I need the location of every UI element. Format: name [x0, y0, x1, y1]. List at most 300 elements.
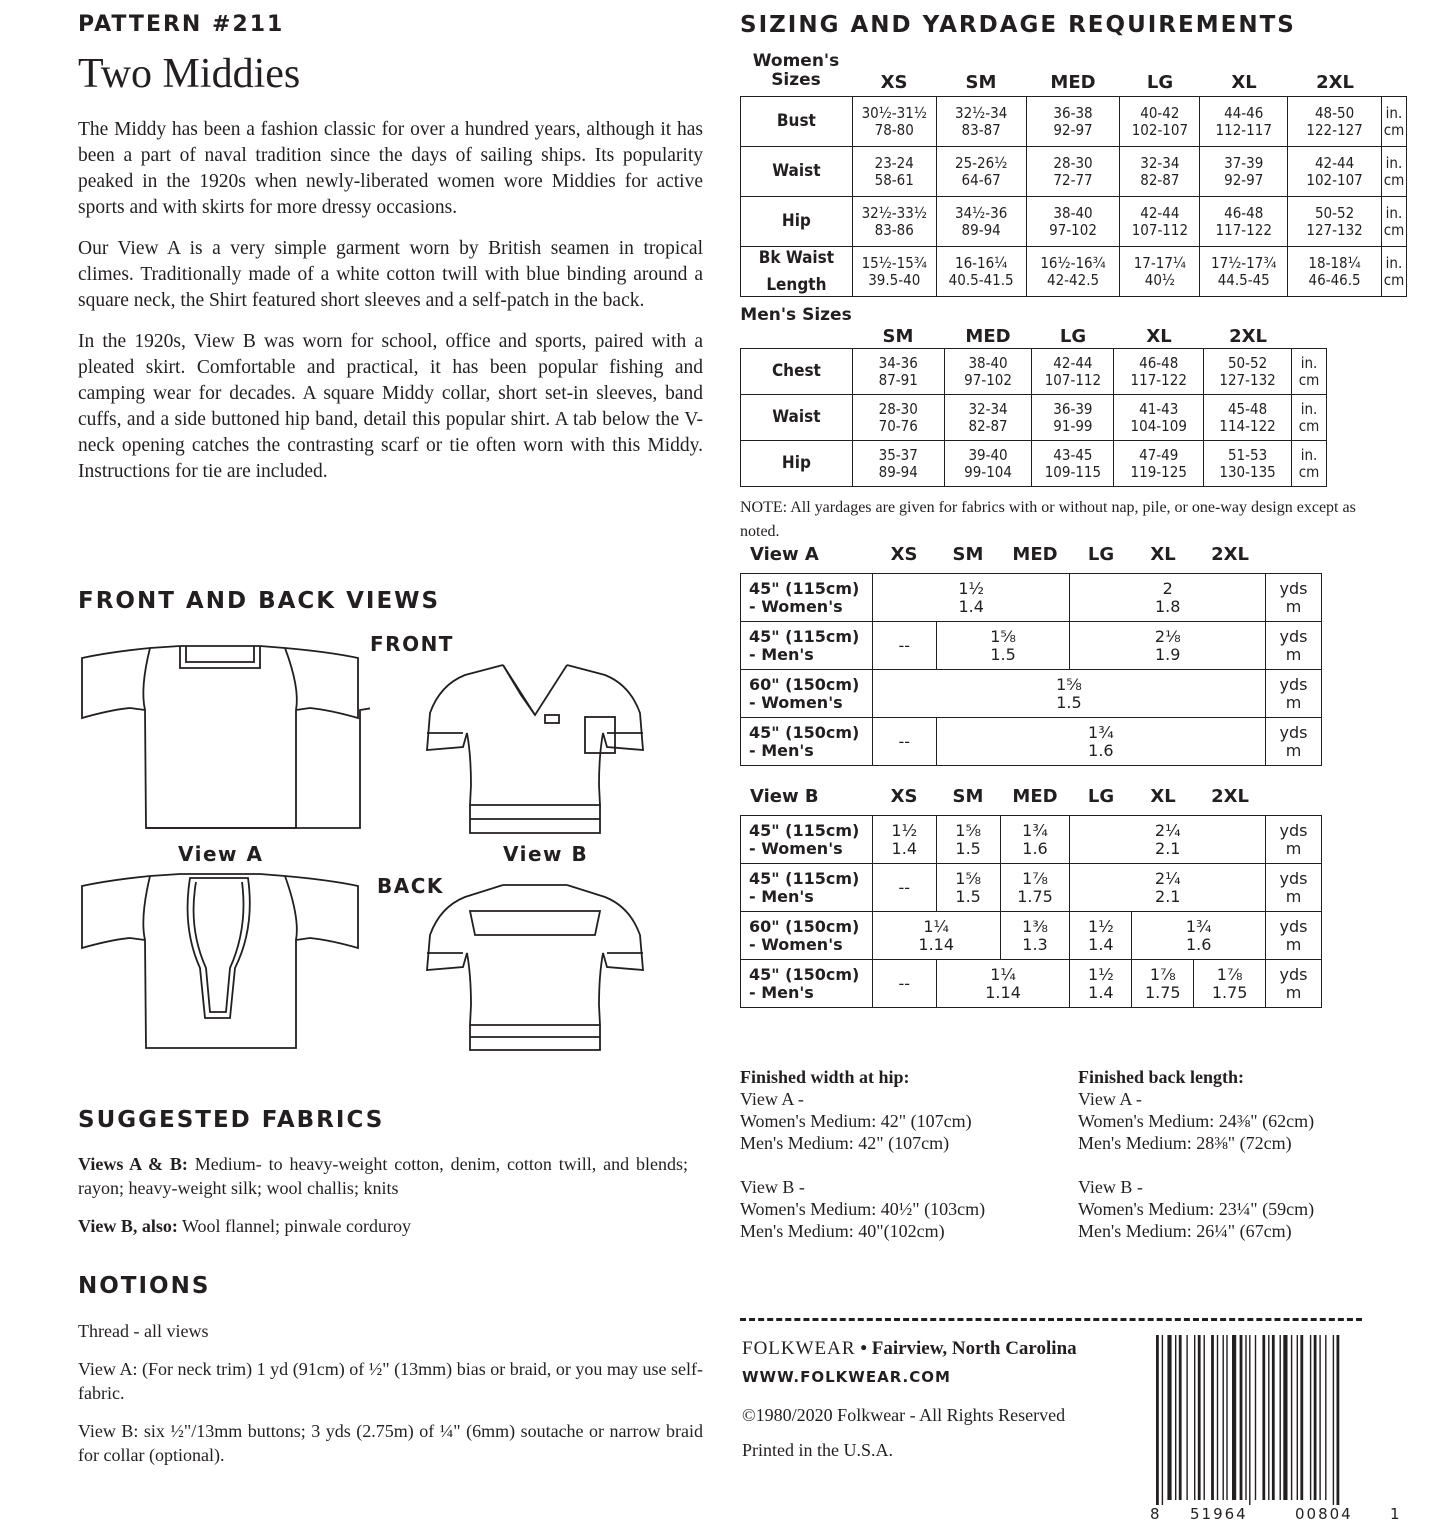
- publisher-brand: FOLKWEAR: [742, 1338, 856, 1359]
- finished-hip-block: [740, 1066, 1060, 1242]
- size-cell: [852, 441, 944, 487]
- finished-line: View B -: [1078, 1177, 1143, 1197]
- yardage-row: [741, 960, 1322, 1008]
- fabric-width: 45" (150cm): [749, 964, 860, 984]
- yardage-cell: --: [872, 960, 936, 1008]
- inch-value: 25-26½: [955, 153, 1008, 172]
- barcode-bar: [1179, 1335, 1182, 1500]
- yardage-cell: [872, 912, 1000, 960]
- barcode-bar: [1156, 1335, 1159, 1505]
- unit-cm: cm: [1383, 120, 1405, 139]
- barcode-bar: [1319, 1335, 1320, 1500]
- unit-in: in.: [1385, 153, 1403, 172]
- front-label: FRONT: [370, 632, 454, 656]
- cm-value: 39.5-40: [868, 270, 921, 289]
- meters-value: 1.6: [1185, 934, 1212, 954]
- size-cell: [1200, 247, 1288, 297]
- cm-value: 82-87: [1140, 170, 1180, 189]
- pattern-number: PATTERN #211: [78, 12, 285, 37]
- inch-value: 34½-36: [955, 203, 1008, 222]
- size-cell: [1288, 147, 1382, 197]
- unit-cell: [1266, 912, 1322, 960]
- meters-value: 1.9: [1155, 644, 1181, 664]
- cm-value: 89-94: [878, 462, 918, 481]
- view-b-front-illustration: [425, 655, 645, 840]
- size-row: [741, 441, 1327, 487]
- fabric-label: [741, 864, 873, 912]
- yards-value: 1⅝: [990, 626, 1016, 646]
- inch-value: 42-44: [1053, 353, 1093, 372]
- meters-value: 1.75: [1017, 886, 1053, 906]
- fabric-label: [741, 816, 873, 864]
- unit-in: in.: [1300, 399, 1318, 418]
- size-label: MED: [1012, 544, 1058, 565]
- size-label: XL: [1150, 786, 1176, 807]
- yardage-cell: [1000, 912, 1070, 960]
- fabric-label: [741, 718, 873, 766]
- meters-value: 1.6: [1088, 740, 1114, 760]
- size-cell: [1114, 441, 1204, 487]
- yardage-cell: [1070, 864, 1266, 912]
- copyright: ©1980/2020 Folkwear - All Rights Reserved: [742, 1405, 1066, 1425]
- finished-hip-heading: Finished width at hip:: [740, 1067, 910, 1087]
- size-label: SM: [952, 544, 984, 565]
- size-row: [741, 247, 1407, 297]
- barcode-digits: 51964: [1190, 1505, 1248, 1523]
- cm-value: 83-86: [874, 220, 914, 239]
- inch-value: 28-30: [878, 399, 918, 418]
- cm-value: 130-135: [1219, 462, 1276, 481]
- fabrics-text: [78, 1152, 688, 1252]
- inch-value: 48-50: [1314, 103, 1355, 122]
- barcode-bar: [1223, 1335, 1224, 1500]
- size-cell: [1120, 247, 1200, 297]
- mens-sizes-label: Men's Sizes: [740, 305, 852, 325]
- meters-value: 1.3: [1022, 934, 1048, 954]
- row-label: Bust: [741, 97, 853, 147]
- yards-value: 2: [1162, 578, 1173, 598]
- size-label: XL: [1150, 544, 1176, 565]
- barcode-bar: [1297, 1335, 1298, 1500]
- fabrics-b-text: Wool flannel; pinwale corduroy: [177, 1216, 411, 1236]
- unit-cell: [1381, 97, 1406, 147]
- yardage-cell: [1070, 816, 1266, 864]
- page-title: Two Middies: [78, 51, 301, 97]
- yards-value: 1⅝: [1056, 674, 1082, 694]
- unit-yds: yds: [1279, 626, 1308, 646]
- barcode-bar: [1272, 1335, 1275, 1500]
- finished-back-heading: Finished back length:: [1078, 1067, 1245, 1087]
- inch-value: 32-34: [968, 399, 1008, 418]
- size-cell: [852, 97, 936, 147]
- yards-value: 1¾: [1022, 820, 1048, 840]
- intro-paragraph: In the 1920s, View B was worn for school, office and sports, paired with a pleated skirt. Comfortable and practical, it has been popular fishing and camping wear for decades. A square Middy collar, short set-in sleeves, band cuffs, and a side buttoned hip band, detail this popular shirt. A tab below the V-neck opening catches the contrasting scarf or tie often worn with this Middy. Instructions for tie are included.: [78, 331, 703, 482]
- barcode-bar: [1268, 1335, 1269, 1500]
- size-cell: [1026, 197, 1120, 247]
- fabric-label: [741, 912, 873, 960]
- barcode-bar: [1283, 1335, 1287, 1500]
- view-a-label: View A: [178, 842, 264, 866]
- inch-value: 34-36: [878, 353, 918, 372]
- size-row: [741, 197, 1407, 247]
- finished-line: Men's Medium: 28⅜" (72cm): [1078, 1133, 1292, 1153]
- inch-value: 37-39: [1224, 153, 1264, 172]
- yardage-row: [741, 912, 1322, 960]
- inch-value: 38-40: [1053, 203, 1093, 222]
- cm-value: 107-112: [1131, 220, 1189, 239]
- unit-cell: [1381, 247, 1406, 297]
- yards-value: 1¾: [1088, 722, 1114, 742]
- yards-value: 1¾: [1185, 916, 1212, 936]
- unit-cell: [1381, 147, 1406, 197]
- yards-value: 1⅞: [1022, 868, 1048, 888]
- meters-value: 2.1: [1155, 838, 1181, 858]
- yardage-cell: [936, 864, 1000, 912]
- inch-value: 18-18¼: [1308, 253, 1361, 272]
- meters-value: 1.4: [1088, 982, 1114, 1002]
- cm-value: 42-42.5: [1046, 270, 1100, 289]
- unit-cell: [1266, 622, 1322, 670]
- cm-value: 102-107: [1306, 170, 1363, 189]
- view-a-yardage-label: View A: [750, 544, 819, 565]
- cm-value: 78-80: [874, 120, 914, 139]
- finished-line: Men's Medium: 42" (107cm): [740, 1133, 950, 1153]
- unit-in: in.: [1385, 253, 1403, 272]
- barcode-bar: [1217, 1335, 1218, 1500]
- inch-value: 47-49: [1139, 445, 1179, 464]
- cm-value: 127-132: [1219, 370, 1276, 389]
- meters-value: 1.75: [1211, 982, 1248, 1002]
- unit-m: m: [1285, 740, 1302, 760]
- size-label: MED: [965, 326, 1011, 347]
- size-cell: [1288, 197, 1382, 247]
- inch-value: 50-52: [1314, 203, 1355, 222]
- barcode-bar: [1204, 1335, 1205, 1500]
- unit-in: in.: [1300, 445, 1318, 464]
- unit-yds: yds: [1279, 868, 1308, 888]
- cm-value: 44.5-45: [1217, 270, 1270, 289]
- cm-value: 119-125: [1130, 462, 1187, 481]
- size-label: LG: [1059, 326, 1087, 347]
- size-cell: [1200, 147, 1288, 197]
- inch-value: 46-48: [1139, 353, 1179, 372]
- finished-line: Men's Medium: 26¼" (67cm): [1078, 1221, 1292, 1241]
- finished-line: View B -: [740, 1177, 805, 1197]
- meters-value: 1.14: [985, 982, 1021, 1002]
- yards-value: 1¼: [990, 964, 1016, 984]
- yardage-cell: [1000, 816, 1070, 864]
- barcode-bar: [1162, 1335, 1163, 1505]
- inch-value: 35-37: [878, 445, 918, 464]
- yardage-cell: [1132, 960, 1194, 1008]
- yardage-note: NOTE: All yardages are given for fabrics with or without nap, pile, or one-way design except as noted.: [740, 499, 1356, 540]
- size-cell: [1288, 247, 1382, 297]
- yardage-row: [741, 864, 1322, 912]
- fabrics-b-label: View B, also:: [78, 1216, 178, 1236]
- yards-value: 2⅛: [1154, 626, 1181, 646]
- fabric-width: 45" (115cm): [749, 868, 860, 888]
- cm-value: 72-77: [1053, 170, 1093, 189]
- view-b-label: View B: [503, 842, 589, 866]
- barcode-bar: [1280, 1335, 1281, 1500]
- finished-line: Men's Medium: 40"(102cm): [740, 1221, 945, 1241]
- unit-cell: [1266, 864, 1322, 912]
- meters-value: 2.1: [1155, 886, 1181, 906]
- inch-value: 17½-17¾: [1211, 253, 1277, 272]
- cm-value: 114-122: [1219, 416, 1276, 435]
- yardage-cell: [936, 622, 1070, 670]
- intro-paragraph: Our View A is a very simple garment worn by British seamen in tropical climes. Traditionally made of a white cotton twill with blue binding around a square neck, the Shirt featured short sleeves and a self-patch in the back.: [78, 238, 703, 311]
- barcode-bar: [1300, 1335, 1303, 1500]
- yardage-cell: [936, 718, 1265, 766]
- unit-m: m: [1285, 982, 1302, 1002]
- fabric-group: - Women's: [749, 934, 843, 954]
- womens-size-header: [740, 52, 1430, 94]
- view-a-yardage-table: [740, 573, 1322, 766]
- yardage-cell: [1000, 864, 1070, 912]
- cm-value: 40.5-41.5: [948, 270, 1014, 289]
- mens-size-table: [740, 348, 1327, 487]
- yardage-cell: [1070, 960, 1132, 1008]
- inch-value: 36-38: [1053, 103, 1093, 122]
- barcode-bar: [1240, 1335, 1243, 1500]
- row-label-line: Bk Waist: [758, 247, 835, 268]
- unit-in: in.: [1300, 353, 1318, 372]
- size-cell: [936, 247, 1026, 297]
- yardage-cell: --: [872, 622, 936, 670]
- finished-line: Women's Medium: 23¼" (59cm): [1078, 1199, 1315, 1219]
- size-row: [741, 97, 1407, 147]
- notion-item: Thread - all views: [78, 1321, 209, 1341]
- barcode-digit: 8: [1150, 1505, 1160, 1523]
- size-cell: [1026, 97, 1120, 147]
- fabric-label: [741, 574, 873, 622]
- fabric-group: - Men's: [749, 644, 814, 664]
- barcode-bar: [1245, 1335, 1246, 1500]
- yardage-cell: [872, 574, 1070, 622]
- mens-size-header: [740, 306, 1430, 348]
- website-link[interactable]: WWW.FOLKWEAR.COM: [742, 1368, 951, 1386]
- footer-divider: [740, 1318, 1362, 1321]
- barcode: [1150, 1335, 1400, 1527]
- inch-value: 32-34: [1140, 153, 1180, 172]
- unit-m: m: [1285, 886, 1302, 906]
- size-label: XL: [1231, 72, 1257, 93]
- size-cell: [1032, 441, 1114, 487]
- size-cell: [1200, 197, 1288, 247]
- view-b-yardage-label: View B: [750, 786, 819, 807]
- size-cell: [936, 197, 1026, 247]
- fabric-group: - Women's: [749, 692, 843, 712]
- size-cell: [1204, 395, 1292, 441]
- yardage-cell: [872, 670, 1265, 718]
- yards-value: 1⅜: [1022, 916, 1048, 936]
- meters-value: 1.8: [1155, 596, 1181, 616]
- yards-value: 1⅞: [1149, 964, 1176, 984]
- publisher-line: [742, 1338, 1077, 1360]
- cm-value: 107-112: [1044, 370, 1102, 389]
- size-cell: [1204, 441, 1292, 487]
- barcode-bar: [1325, 1335, 1326, 1500]
- cm-value: 82-87: [968, 416, 1008, 435]
- fabric-group: - Women's: [749, 838, 843, 858]
- yards-value: 1⅝: [955, 820, 981, 840]
- unit-m: m: [1285, 644, 1302, 664]
- inch-value: 30½-31½: [861, 103, 927, 122]
- view-b-yardage-header: [740, 786, 1340, 810]
- size-cell: [944, 395, 1032, 441]
- cm-value: 87-91: [878, 370, 918, 389]
- size-label: LG: [1087, 544, 1115, 565]
- unit-cm: cm: [1383, 270, 1405, 289]
- intro-text: [78, 117, 703, 500]
- meters-value: 1.4: [1088, 934, 1114, 954]
- yards-value: 1½: [891, 820, 918, 840]
- back-label: BACK: [377, 874, 444, 898]
- finished-spacer: [740, 1154, 1060, 1176]
- womens-sizes-label: Women's Sizes: [752, 51, 840, 90]
- fabrics-ab-label: Views A & B:: [78, 1154, 188, 1174]
- row-label: Waist: [741, 395, 853, 441]
- yardage-cell: [1070, 574, 1266, 622]
- meters-value: 1.5: [955, 838, 981, 858]
- size-cell: [1120, 197, 1200, 247]
- barcode-bar: [1337, 1335, 1340, 1505]
- unit-m: m: [1285, 934, 1302, 954]
- notions-heading: NOTIONS: [78, 1273, 211, 1299]
- size-cell: [1114, 395, 1204, 441]
- inch-value: 43-45: [1053, 445, 1093, 464]
- size-label: LG: [1087, 786, 1115, 807]
- yardage-row: [741, 574, 1322, 622]
- unit-cell: [1292, 349, 1327, 395]
- barcode-digits: 00804: [1295, 1505, 1353, 1523]
- yardage-cell: [936, 960, 1070, 1008]
- fabric-group: - Women's: [749, 596, 843, 616]
- yards-value: 2¼: [1154, 868, 1181, 888]
- fabrics-ab-text: Medium- to heavy-weight cotton, denim, cotton twill, and blends; rayon; heavy-weight silk; wool challis; knits: [78, 1154, 688, 1198]
- size-label: 2XL: [1211, 544, 1249, 565]
- size-cell: [852, 349, 944, 395]
- size-label: MED: [1012, 786, 1058, 807]
- size-cell: [936, 147, 1026, 197]
- row-label: [741, 247, 853, 297]
- yards-value: 1½: [1088, 916, 1114, 936]
- inch-value: 46-48: [1224, 203, 1264, 222]
- barcode-bar: [1310, 1335, 1311, 1500]
- cm-value: 104-109: [1130, 416, 1187, 435]
- unit-yds: yds: [1279, 964, 1308, 984]
- inch-value: 42-44: [1140, 203, 1180, 222]
- cm-value: 117-122: [1215, 220, 1272, 239]
- barcode-bar: [1249, 1335, 1250, 1505]
- size-cell: [1204, 349, 1292, 395]
- finished-line: View A -: [1078, 1089, 1142, 1109]
- intro-paragraph: The Middy has been a fashion classic for over a hundred years, although it has been a part of naval tradition since the days of sailing ships. Its popularity peaked in the 1920s when newly-liberated women wore Middies for active sports and with skirts for more dressy occasions.: [78, 119, 703, 218]
- yardage-cell: --: [872, 718, 936, 766]
- unit-cell: [1266, 718, 1322, 766]
- fabric-width: 45" (150cm): [749, 722, 860, 742]
- unit-cell: [1266, 670, 1322, 718]
- view-a-front-illustration: [70, 628, 370, 833]
- cm-value: 58-61: [874, 170, 914, 189]
- finished-spacer: [1078, 1154, 1408, 1176]
- meters-value: 1.4: [958, 596, 984, 616]
- notion-item: View B: six ½"/13mm buttons; 3 yds (2.75m) of ¼" (6mm) soutache or narrow braid for collar (optional).: [78, 1421, 703, 1465]
- barcode-bar: [1226, 1335, 1227, 1500]
- unit-yds: yds: [1279, 916, 1308, 936]
- cm-value: 127-132: [1306, 220, 1363, 239]
- yardage-cell: --: [872, 864, 936, 912]
- fabrics-heading: SUGGESTED FABRICS: [78, 1107, 385, 1133]
- view-a-yardage-header: [740, 544, 1340, 568]
- unit-m: m: [1285, 596, 1302, 616]
- meters-value: 1.4: [891, 838, 917, 858]
- unit-cell: [1266, 816, 1322, 864]
- fabric-width: 60" (150cm): [749, 674, 860, 694]
- unit-m: m: [1285, 838, 1302, 858]
- inch-value: 45-48: [1227, 399, 1268, 418]
- unit-cm: cm: [1298, 462, 1320, 481]
- row-label: Hip: [741, 197, 853, 247]
- barcode-bar: [1175, 1335, 1176, 1500]
- meters-value: 1.5: [955, 886, 981, 906]
- size-cell: [936, 97, 1026, 147]
- fabric-width: 45" (115cm): [749, 626, 860, 646]
- inch-value: 23-24: [874, 153, 914, 172]
- size-cell: [1120, 147, 1200, 197]
- unit-yds: yds: [1279, 578, 1308, 598]
- size-cell: [1026, 147, 1120, 197]
- yards-value: 2¼: [1154, 820, 1181, 840]
- views-heading: FRONT AND BACK VIEWS: [78, 588, 441, 614]
- cm-value: 46-46.5: [1308, 270, 1361, 289]
- size-row: [741, 147, 1407, 197]
- finished-line: Women's Medium: 40½" (103cm): [740, 1199, 986, 1219]
- barcode-digit: 1: [1390, 1505, 1400, 1523]
- size-cell: [1288, 97, 1382, 147]
- yardage-row: [741, 718, 1322, 766]
- unit-m: m: [1285, 692, 1302, 712]
- unit-cell: [1292, 441, 1327, 487]
- size-label: SM: [882, 326, 914, 347]
- cm-value: 40½: [1144, 270, 1175, 289]
- barcode-bar: [1314, 1335, 1317, 1500]
- cm-value: 92-97: [1053, 120, 1093, 139]
- view-b-yardage-table: [740, 815, 1322, 1008]
- barcode-bar: [1232, 1335, 1236, 1500]
- size-cell: [1032, 395, 1114, 441]
- size-label: SM: [952, 786, 984, 807]
- cm-value: 70-76: [878, 416, 918, 435]
- cm-value: 117-122: [1130, 370, 1187, 389]
- yardage-cell: [872, 816, 936, 864]
- yards-value: 1½: [958, 578, 985, 598]
- cm-value: 102-107: [1131, 120, 1189, 139]
- size-label: XL: [1146, 326, 1172, 347]
- cm-value: 99-104: [964, 462, 1012, 481]
- barcode-bar: [1198, 1335, 1201, 1500]
- unit-cell: [1266, 574, 1322, 622]
- yards-value: 1½: [1088, 964, 1114, 984]
- finished-line: Women's Medium: 24⅜" (62cm): [1078, 1111, 1315, 1131]
- unit-cm: cm: [1298, 370, 1320, 389]
- size-cell: [852, 395, 944, 441]
- barcode-bar: [1291, 1335, 1292, 1500]
- size-cell: [944, 441, 1032, 487]
- yardage-cell: [1070, 912, 1132, 960]
- yardage-cell: [1194, 960, 1266, 1008]
